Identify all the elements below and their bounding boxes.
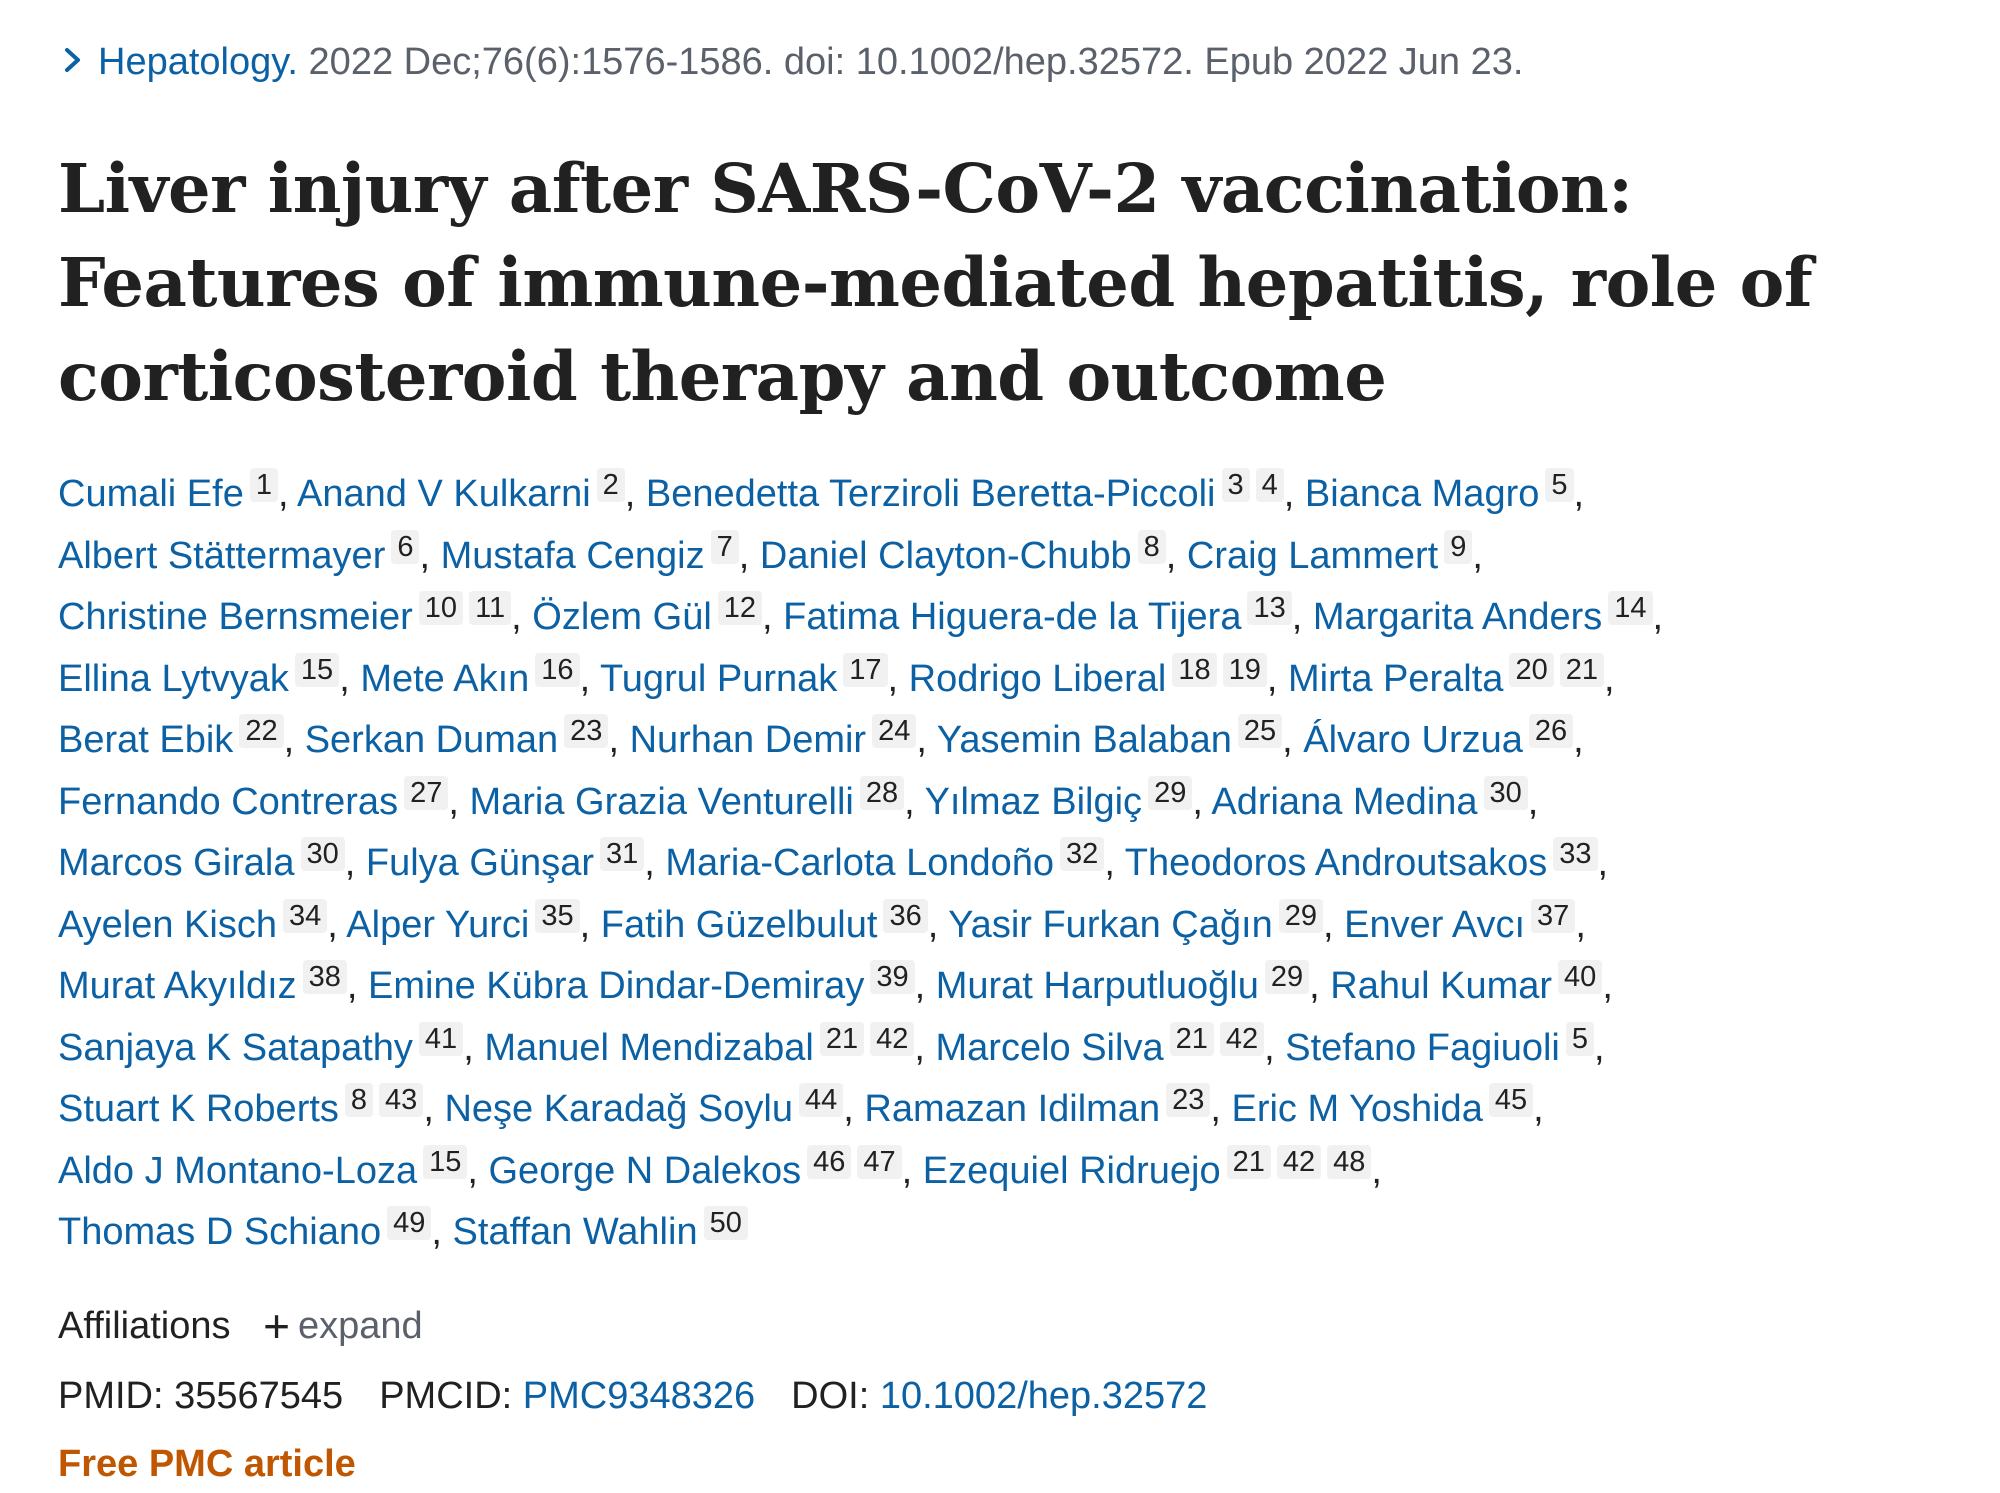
doi [791, 1375, 1207, 1417]
affiliation-number[interactable]: 33 [1553, 837, 1597, 871]
author: Cumali Efe 1 , [58, 469, 298, 515]
affiliation-number[interactable]: 3 [1222, 468, 1250, 502]
affiliation-number[interactable]: 49 [387, 1206, 431, 1240]
identifiers-row [58, 1372, 1207, 1420]
affiliation-number[interactable]: 20 [1509, 653, 1553, 687]
author-name-link[interactable]: Fatih Güzelbulut [600, 903, 878, 946]
affiliation-number[interactable]: 24 [872, 714, 916, 748]
author: Murat Akyıldız 38 , [58, 961, 369, 1007]
author: Sanjaya K Satapathy 41 , [58, 1022, 485, 1069]
author-name-link[interactable]: Bianca Magro [1304, 473, 1540, 515]
author-name-link[interactable]: Aldo J Montano-Loza [58, 1149, 418, 1192]
author: Manuel Mendizabal 21 42 , [484, 1022, 936, 1069]
affiliation-number[interactable]: 13 [1247, 591, 1291, 625]
affiliation-number[interactable]: 9 [1444, 530, 1472, 564]
author: George N Dalekos 46 47 , [488, 1145, 923, 1192]
affiliation-number[interactable]: 12 [718, 591, 762, 625]
author-name-link[interactable]: Ezequiel Ridruejo [922, 1149, 1221, 1192]
affiliations-expand-button[interactable] [263, 1300, 423, 1352]
author-name-link[interactable]: Rodrigo Liberal [908, 657, 1167, 700]
author-name-link[interactable]: Theodoros Androutsakos [1124, 842, 1548, 884]
author: Fernando Contreras 27 , [58, 776, 470, 823]
free-pmc-article-badge[interactable]: Free PMC article [58, 1443, 356, 1485]
affiliation-number[interactable]: 21 [1227, 1145, 1271, 1179]
journal-link[interactable]: Hepatology. [98, 41, 298, 83]
author-name-link[interactable]: Berat Ebik [58, 719, 234, 761]
author-name-link[interactable]: Özlem Gül [532, 596, 712, 638]
author: Stefano Fagiuoli 5 , [1285, 1022, 1605, 1069]
author-name-link[interactable]: Cumali Efe [58, 473, 244, 515]
author-name-link[interactable]: Margarita Anders [1312, 596, 1603, 638]
expand-label: expand [297, 1305, 423, 1347]
affiliation-number[interactable]: 38 [303, 960, 347, 994]
affiliations-row [58, 1302, 423, 1350]
affiliation-number[interactable]: 41 [419, 1022, 463, 1056]
author: Mete Akın 16 , [360, 653, 600, 700]
author: Murat Harputluoğlu 29 , [935, 961, 1331, 1007]
author-name-link[interactable]: Craig Lammert [1186, 534, 1439, 577]
author-name-link[interactable]: Yasir Furkan Çağın [948, 903, 1273, 946]
affiliation-number[interactable]: 42 [1220, 1022, 1264, 1056]
affiliation-number[interactable]: 18 [1172, 653, 1216, 687]
affiliations-label: Affiliations [58, 1305, 231, 1347]
author: Yasemin Balaban 25 , [936, 715, 1304, 761]
author: Thomas D Schiano 49 , [58, 1207, 453, 1253]
author-name-link[interactable]: Murat Akyıldız [58, 965, 297, 1007]
authors-list [58, 464, 1938, 1264]
affiliation-number[interactable]: 5 [1566, 1022, 1594, 1056]
author: Marcos Girala 30 , [58, 838, 366, 884]
author-name-link[interactable]: Anand V Kulkarni [297, 473, 591, 515]
affiliation-number[interactable]: 15 [423, 1145, 467, 1179]
article-title: Liver injury after SARS-CoV-2 vaccination: Features of immune-mediated hepatitis, role of corticosteroid therapy and outcome [58, 149, 1813, 416]
author: Margarita Anders 14 , [1312, 592, 1664, 638]
author: Rahul Kumar 40 , [1330, 961, 1613, 1007]
affiliation-number[interactable]: 48 [1327, 1145, 1371, 1179]
author: Ezequiel Ridruejo 21 42 48 , [922, 1145, 1382, 1192]
author: Benedetta Terziroli Beretta-Piccoli 3 4 , [645, 469, 1305, 515]
author-name-link[interactable]: Ellina Lytvyak [58, 657, 289, 700]
author: Fulya Günşar 31 , [365, 838, 666, 884]
doi-link[interactable]: 10.1002/hep.32572 [879, 1375, 1208, 1417]
pmcid [379, 1375, 755, 1417]
author: Daniel Clayton-Chubb 8 , [759, 530, 1187, 577]
author: Álvaro Urzua 26 , [1303, 715, 1584, 761]
author-name-link[interactable]: Stuart K Roberts [58, 1088, 339, 1130]
author: Albert Stättermayer 6 , [58, 530, 441, 577]
affiliation-number[interactable]: 4 [1256, 468, 1284, 502]
affiliation-number[interactable]: 31 [600, 837, 644, 871]
author-name-link[interactable]: Enver Avcı [1344, 903, 1526, 946]
affiliation-number[interactable]: 2 [597, 468, 625, 502]
affiliation-number[interactable]: 42 [1277, 1145, 1321, 1179]
author: Özlem Gül 12 , [532, 592, 784, 638]
author-name-link[interactable]: Mustafa Cengiz [440, 534, 705, 577]
affiliation-number[interactable]: 11 [469, 591, 511, 625]
pmid-value: 35567545 [174, 1375, 344, 1417]
author: Stuart K Roberts 8 43 , [58, 1084, 445, 1130]
author-name-link[interactable]: Ayelen Kisch [58, 903, 277, 946]
author: Berat Ebik 22 , [58, 715, 305, 761]
author-name-link[interactable]: Emine Kübra Dindar-Demiray [368, 965, 865, 1007]
author-name-link[interactable]: Fatima Higuera-de la Tijera [783, 596, 1242, 638]
affiliation-number[interactable]: 23 [564, 714, 608, 748]
author-name-link[interactable]: Rahul Kumar [1330, 965, 1553, 1007]
affiliation-number[interactable]: 30 [301, 837, 345, 871]
affiliation-number[interactable]: 22 [239, 714, 283, 748]
author-name-link[interactable]: Yasemin Balaban [936, 719, 1232, 761]
plus-icon: + [263, 1300, 290, 1352]
author: Fatima Higuera-de la Tijera 13 , [783, 592, 1313, 638]
author-name-link[interactable]: Sanjaya K Satapathy [58, 1026, 413, 1069]
affiliation-number[interactable]: 16 [535, 653, 579, 687]
author: Emine Kübra Dindar-Demiray 39 , [368, 961, 936, 1007]
affiliation-number[interactable]: 37 [1531, 899, 1575, 933]
author: Alper Yurci 35 , [346, 899, 601, 946]
affiliation-number[interactable]: 21 [820, 1022, 864, 1056]
author-name-link[interactable]: George N Dalekos [488, 1149, 802, 1192]
author-name-link[interactable]: Staffan Wahlin [452, 1211, 698, 1253]
author: Mirta Peralta 20 21 , [1288, 653, 1615, 700]
affiliation-number[interactable]: 39 [870, 960, 914, 994]
author-name-link[interactable]: Maria-Carlota Londoño [665, 842, 1055, 884]
author: Anand V Kulkarni 2 , [297, 469, 646, 515]
author-name-link[interactable]: Murat Harputluoğlu [935, 965, 1259, 1007]
affiliation-number[interactable]: 43 [379, 1083, 423, 1117]
author-name-link[interactable]: Albert Stättermayer [58, 534, 386, 577]
author-name-link[interactable]: Fulya Günşar [365, 842, 594, 884]
pmcid-label: PMCID: [379, 1375, 513, 1417]
affiliation-number[interactable]: 28 [860, 776, 904, 810]
author-name-link[interactable]: Stefano Fagiuoli [1285, 1026, 1560, 1069]
affiliation-number[interactable]: 7 [711, 530, 739, 564]
affiliation-number[interactable]: 34 [283, 899, 327, 933]
author-name-link[interactable]: Álvaro Urzua [1303, 719, 1523, 761]
author-name-link[interactable]: Marcelo Silva [935, 1026, 1164, 1069]
affiliation-number[interactable]: 21 [1170, 1022, 1214, 1056]
author: Maria Grazia Venturelli 28 , [469, 776, 925, 823]
affiliation-number[interactable]: 8 [345, 1083, 373, 1117]
author-name-link[interactable]: Daniel Clayton-Chubb [759, 534, 1132, 577]
author: Adriana Medina 30 , [1211, 776, 1539, 823]
author-name-link[interactable]: Christine Bernsmeier [58, 596, 413, 638]
author-name-link[interactable]: Mete Akın [360, 657, 530, 700]
affiliation-number[interactable]: 40 [1558, 960, 1602, 994]
affiliation-number[interactable]: 15 [295, 653, 339, 687]
author-name-link[interactable]: Yılmaz Bilgiç [924, 780, 1143, 823]
author-name-link[interactable]: Maria Grazia Venturelli [469, 780, 854, 823]
affiliation-number[interactable]: 27 [404, 776, 448, 810]
author-name-link[interactable]: Eric M Yoshida [1231, 1088, 1483, 1130]
pmid [58, 1375, 343, 1417]
doi-label: DOI: [791, 1375, 870, 1417]
affiliation-number[interactable]: 26 [1529, 714, 1573, 748]
author: Bianca Magro 5 , [1304, 469, 1585, 515]
affiliation-number[interactable]: 45 [1489, 1083, 1533, 1117]
author-name-link[interactable]: Tugrul Purnak [600, 657, 838, 700]
author-name-link[interactable]: Serkan Duman [304, 719, 559, 761]
chevron-right-icon[interactable] [58, 40, 88, 80]
affiliation-number[interactable]: 30 [1484, 776, 1528, 810]
affiliation-number[interactable]: 35 [535, 899, 579, 933]
affiliation-number[interactable]: 6 [391, 530, 419, 564]
pmid-label: PMID: [58, 1375, 164, 1417]
affiliation-number[interactable]: 19 [1223, 653, 1267, 687]
affiliation-number[interactable]: 10 [419, 591, 463, 625]
affiliation-number[interactable]: 1 [250, 468, 278, 502]
author: Nurhan Demir 24 , [629, 715, 937, 761]
author: Theodoros Androutsakos 33 , [1124, 838, 1609, 884]
author: Fatih Güzelbulut 36 , [600, 899, 949, 946]
affiliation-number[interactable]: 29 [1265, 960, 1309, 994]
author: Enver Avcı 37 , [1344, 899, 1586, 946]
affiliation-number[interactable]: 42 [870, 1022, 914, 1056]
author-name-link[interactable]: Fernando Contreras [58, 780, 399, 823]
author-name-link[interactable]: Nurhan Demir [629, 719, 867, 761]
author: Craig Lammert 9 , [1186, 530, 1483, 577]
author-name-link[interactable]: Adriana Medina [1211, 780, 1478, 823]
author-name-link[interactable]: Marcos Girala [58, 842, 295, 884]
affiliation-number[interactable]: 5 [1545, 468, 1573, 502]
affiliation-number[interactable]: 36 [883, 899, 927, 933]
author-name-link[interactable]: Benedetta Terziroli Beretta-Piccoli [645, 473, 1216, 515]
affiliation-number[interactable]: 50 [704, 1206, 748, 1240]
affiliation-number[interactable]: 44 [799, 1083, 843, 1117]
author: Neşe Karadağ Soylu 44 , [444, 1084, 865, 1130]
affiliation-number[interactable]: 21 [1560, 653, 1604, 687]
author: Ramazan Idilman 23 , [864, 1084, 1232, 1130]
author: Eric M Yoshida 45 , [1231, 1084, 1544, 1130]
affiliation-number[interactable]: 17 [843, 653, 887, 687]
affiliation-number[interactable]: 46 [807, 1145, 851, 1179]
author: Yılmaz Bilgiç 29 , [924, 776, 1212, 823]
author: Rodrigo Liberal 18 19 , [908, 653, 1289, 700]
affiliation-number[interactable]: 32 [1060, 837, 1104, 871]
journal-citation [58, 38, 1523, 86]
author: Maria-Carlota Londoño 32 , [665, 838, 1125, 884]
citation-details: 2022 Dec;76(6):1576-1586. doi: 10.1002/hep.32572. Epub 2022 Jun 23. [308, 41, 1524, 83]
author: Ellina Lytvyak 15 , [58, 653, 361, 700]
author: Tugrul Purnak 17 , [600, 653, 909, 700]
author-name-link[interactable]: Alper Yurci [346, 903, 530, 946]
affiliation-number[interactable]: 14 [1608, 591, 1652, 625]
affiliation-number[interactable]: 47 [857, 1145, 901, 1179]
author-name-link[interactable]: Ramazan Idilman [864, 1088, 1161, 1130]
author: Marcelo Silva 21 42 , [935, 1022, 1286, 1069]
affiliation-number[interactable]: 23 [1166, 1083, 1210, 1117]
author: Ayelen Kisch 34 , [58, 899, 347, 946]
author-name-link[interactable]: Thomas D Schiano [58, 1211, 382, 1253]
author: Mustafa Cengiz 7 , [440, 530, 760, 577]
pmcid-link[interactable]: PMC9348326 [522, 1375, 756, 1417]
author: Yasir Furkan Çağın 29 , [948, 899, 1345, 946]
author: Christine Bernsmeier 10 11 , [58, 592, 533, 638]
author-name-link[interactable]: Neşe Karadağ Soylu [444, 1088, 793, 1130]
affiliation-number[interactable]: 29 [1148, 776, 1192, 810]
author: Serkan Duman 23 , [304, 715, 630, 761]
author-name-link[interactable]: Manuel Mendizabal [484, 1026, 814, 1069]
author: Aldo J Montano-Loza 15 , [58, 1145, 489, 1192]
affiliation-number[interactable]: 29 [1279, 899, 1323, 933]
affiliation-number[interactable]: 8 [1138, 530, 1166, 564]
author [452, 1207, 748, 1253]
author-name-link[interactable]: Mirta Peralta [1288, 657, 1504, 700]
affiliation-number[interactable]: 25 [1238, 714, 1282, 748]
